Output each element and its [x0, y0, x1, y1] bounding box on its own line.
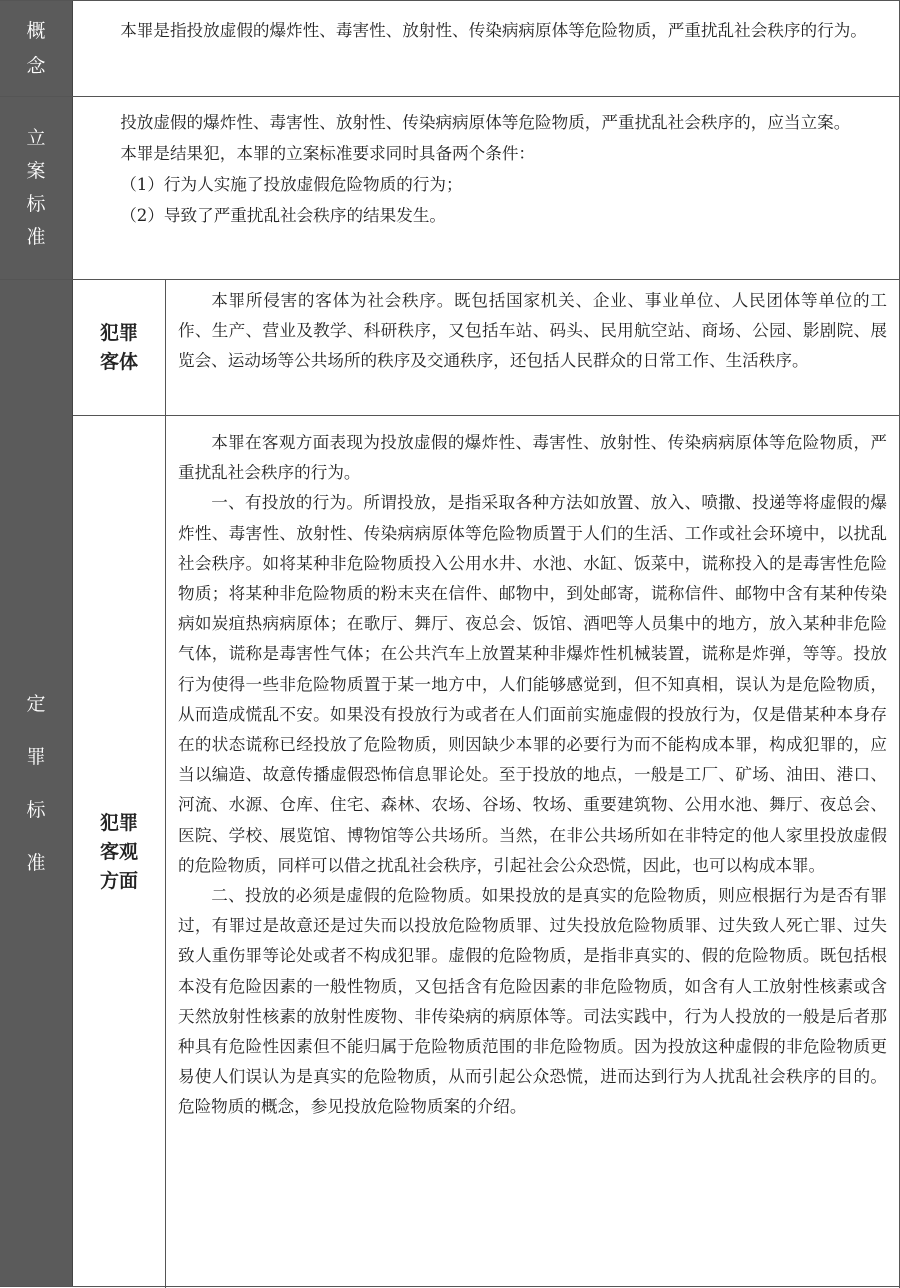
heading-char: 标: [26, 193, 46, 215]
subsection-heading-objective-aspect: [73, 416, 166, 1288]
concept-paragraph: 本罪是指投放虚假的爆炸性、毒害性、放射性、传染病病原体等危险物质，严重扰乱社会秩序的行为。: [120, 21, 867, 40]
subheading-line: 犯罪: [99, 811, 138, 834]
subheading-line: 客体: [99, 350, 138, 373]
filing-condition-1: （1）行为人实施了投放虚假危险物质的行为；: [120, 175, 463, 194]
row-filing-standard: [0, 96, 900, 279]
row-heading-filing-standard: [0, 97, 73, 279]
row-concept: [0, 0, 900, 96]
subsection-objective-aspect: [73, 415, 900, 1288]
objective-paragraph: 二、投放的必须是虚假的危险物质。如果投放的是真实的危险物质，则应根据行为是否有罪过，有罪过是故意还是过失而以投放危险物质罪、过失投放危险物质罪、过失致人死亡罪、过失致人重伤罪等论处或者不构成犯罪。虚假的危险物质，是指非真实的、假的危险物质。既包括根本没有危险因素的一般性物质，又包括含有危险因素的非危险物质，如含有人工放射性核素或含天然放射性核素的放射性废物、非传染病的病原体等。司法实践中，行为人投放的一般是后者那种具有危险性因素但不能归属于危险物质范围的非危险物质。因为投放这种虚假的非危险物质更易使人们误认为是真实的危险物质，从而引起公众恐慌，进而达到行为人扰乱社会秩序的目的。危险物质的概念，参见投放危险物质案的介绍。: [178, 886, 887, 1117]
heading-char: 立: [26, 127, 46, 149]
heading-char: 罪: [26, 745, 46, 768]
subsection-content-objective-aspect: [166, 416, 899, 1288]
heading-char: 定: [26, 692, 46, 715]
filing-paragraph: 投放虚假的爆炸性、毒害性、放射性、传染病病原体等危险物质，严重扰乱社会秩序的，应当立案。: [120, 113, 851, 132]
heading-char: 准: [26, 226, 46, 248]
subsection-object: [73, 280, 900, 415]
objective-paragraph: 一、有投放的行为。所谓投放，是指采取各种方法如放置、放入、喷撒、投递等将虚假的爆炸性、毒害性、放射性、传染病病原体等危险物质置于人们的生活、工作或社会环境中，以扰乱社会秩序。如将某种非危险物质投入公用水井、水池、水缸、饭菜中，谎称投入的是毒害性危险物质；将某种非危险物质的粉末夹在信件、邮物中，到处邮寄，谎称信件、邮物中含有某种传染病如炭疽热病病原体；在歌厅、舞厅、夜总会、饭馆、酒吧等人员集中的地方，放入某种非危险气体，谎称是毒害性气体；在公共汽车上放置某种非爆炸性机械装置，谎称是炸弹，等等。投放行为使得一些非危险物质置于某一地方中，人们能够感觉到，但不知真相，误认为是危险物质，从而造成慌乱不安。如果没有投放行为或者在人们面前实施虚假的投放行为，仅是借某种本身存在的状态谎称已经投放了危险物质，则因缺少本罪的必要行为而不能构成本罪，构成犯罪的，应当以编造、故意传播虚假恐怖信息罪论处。至于投放的地点，一般是工厂、矿场、油田、港口、河流、水源、仓库、住宅、森林、农场、谷场、牧场、重要建筑物、公用水池、舞厅、夜总会、医院、学校、展览馆、博物馆等公共场所。当然，在非公共场所如在非特定的他人家里投放虚假的危险物质，同样可以借之扰乱社会秩序，引起社会公众恐慌，因此，也可以构成本罪。: [178, 493, 887, 875]
subsection-heading-object: [73, 280, 166, 415]
filing-standard-content: [73, 97, 900, 279]
heading-char: 念: [26, 54, 46, 77]
heading-char: 案: [26, 160, 46, 182]
row-heading-concept: [0, 1, 73, 96]
subheading-line: 犯罪: [99, 321, 138, 344]
row-heading-conviction-standard: [0, 280, 73, 1287]
objective-paragraph: 本罪在客观方面表现为投放虚假的爆炸性、毒害性、放射性、传染病病原体等危险物质，严重扰乱社会秩序的行为。: [178, 433, 887, 483]
filing-condition-2: （2）导致了严重扰乱社会秩序的结果发生。: [120, 206, 447, 225]
subsection-content-object: [166, 280, 899, 415]
filing-paragraph: 本罪是结果犯，本罪的立案标准要求同时具备两个条件：: [120, 144, 536, 163]
concept-content: [73, 1, 900, 96]
row-conviction-standard: [0, 279, 900, 1287]
heading-char: 概: [26, 19, 46, 42]
heading-char: 准: [26, 851, 46, 874]
heading-char: 标: [26, 798, 46, 821]
object-paragraph: 本罪所侵害的客体为社会秩序。既包括国家机关、企业、事业单位、人民团体等单位的工作、生产、营业及教学、科研秩序，又包括车站、码头、民用航空站、商场、公园、影剧院、展览会、运动场等公共场所的秩序及交通秩序，还包括人民群众的日常工作、生活秩序。: [178, 291, 887, 371]
subheading-line: 客观: [99, 840, 138, 863]
subheading-line: 方面: [99, 869, 138, 892]
